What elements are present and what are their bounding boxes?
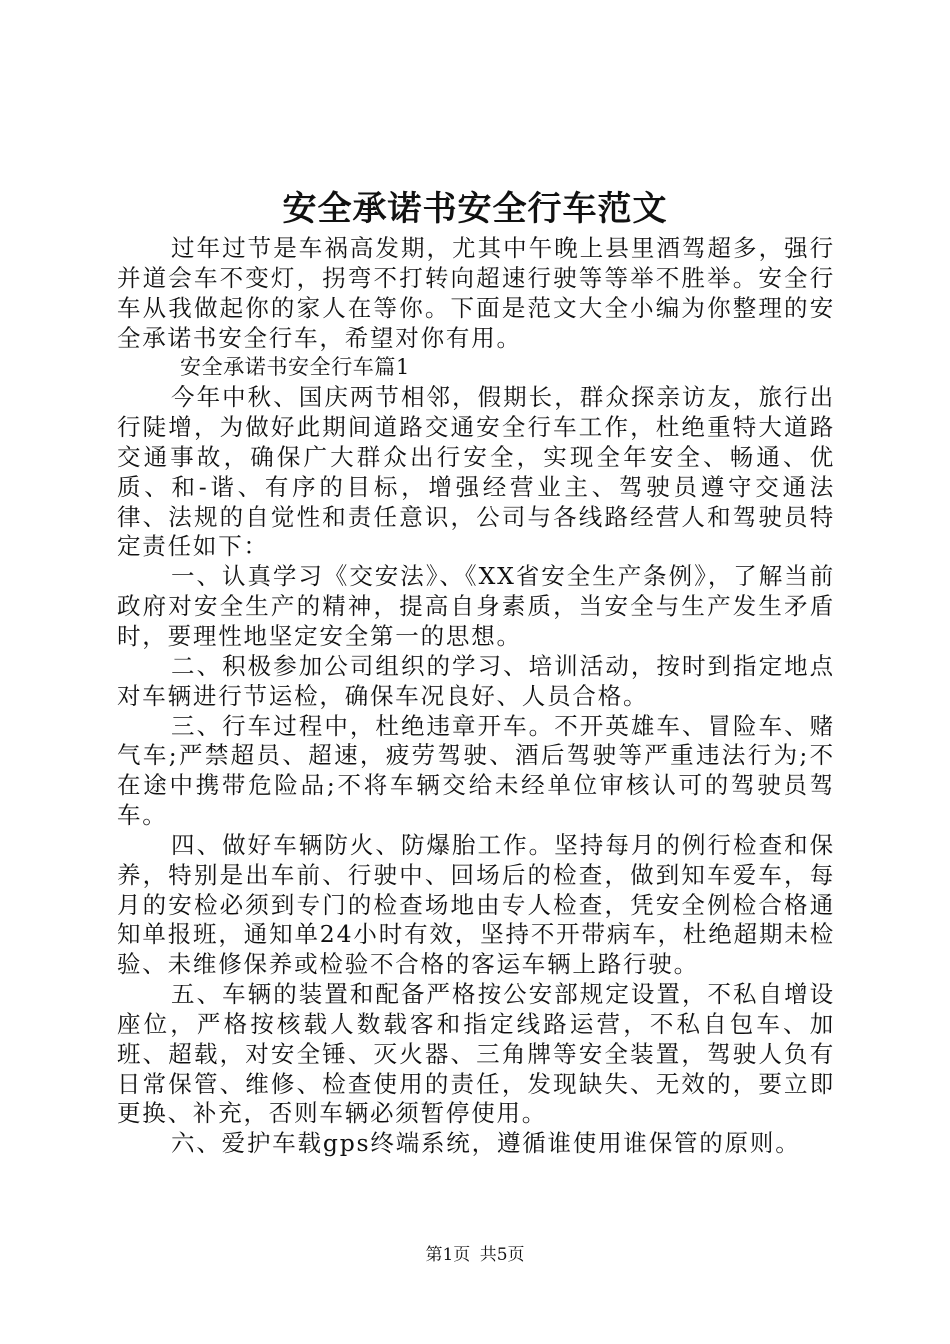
clause-paragraph-2: 二、积极参加公司组织的学习、培训活动，按时到指定地点对车辆进行节运检，确保车况良好、人员合格。 xyxy=(117,651,835,710)
clause-paragraph-4: 四、做好车辆防火、防爆胎工作。坚持每月的例行检查和保养，特别是出车前、行驶中、回场后的检查，做到知车爱车，每月的安检必须到专门的检查场地由专人检查，凭安全例检合格通知单报班，通知单24小时有效，坚持不开带病车，杜绝超期未检验、未维修保养或检验不合格的客运车辆上路行驶。 xyxy=(117,830,835,979)
clause-paragraph-1: 一、认真学习《交安法》、《XX省安全生产条例》，了解当前政府对安全生产的精神，提高自身素质，当安全与生产发生矛盾时，要理性地坚定安全第一的思想。 xyxy=(117,562,835,650)
clause-paragraph-3: 三、行车过程中，杜绝违章开车。不开英雄车、冒险车、赌气车;严禁超员、超速，疲劳驾驶、酒后驾驶等严重违法行为;不在途中携带危险品;不将车辆交给未经单位审核认可的驾驶员驾车。 xyxy=(117,711,835,830)
clause-paragraph-5: 五、车辆的装置和配备严格按公安部规定设置，不私自增设座位，严格按核载人数载客和指定线路运营，不私自包车、加班、超载，对安全锤、灭火器、三角牌等安全装置，驾驶人负有日常保管、维修、检查使用的责任，发现缺失、无效的，要立即更换、补充，否则车辆必须暂停使用。 xyxy=(117,980,835,1128)
clause-paragraph-6: 六、爱护车载gps终端系统，遵循谁使用谁保管的原则。 xyxy=(171,1129,801,1158)
body-paragraph: 今年中秋、国庆两节相邻，假期长，群众探亲访友，旅行出行陡增，为做好此期间道路交通安全行车工作，杜绝重特大道路交通事故，确保广大群众出行安全，实现全年安全、畅通、优质、和-谐、有序的目标，增强经营业主、驾驶员遵守交通法律、法规的自觉性和责任意识，公司与各线路经营人和驾驶员特定责任如下： xyxy=(117,383,835,561)
page-footer: 第1页 共5页 xyxy=(425,1245,525,1265)
section-heading: 安全承诺书安全行车篇1 xyxy=(180,355,410,380)
intro-paragraph: 过年过节是车祸高发期，尤其中午晚上县里酒驾超多，强行并道会车不变灯，拐弯不打转向超速行驶等等举不胜举。安全行车从我做起你的家人在等你。下面是范文大全小编为你整理的安全承诺书安全行车，希望对你有用。 xyxy=(117,234,835,352)
document-title: 安全承诺书安全行车范文 xyxy=(282,189,668,229)
document-body xyxy=(117,234,835,1159)
